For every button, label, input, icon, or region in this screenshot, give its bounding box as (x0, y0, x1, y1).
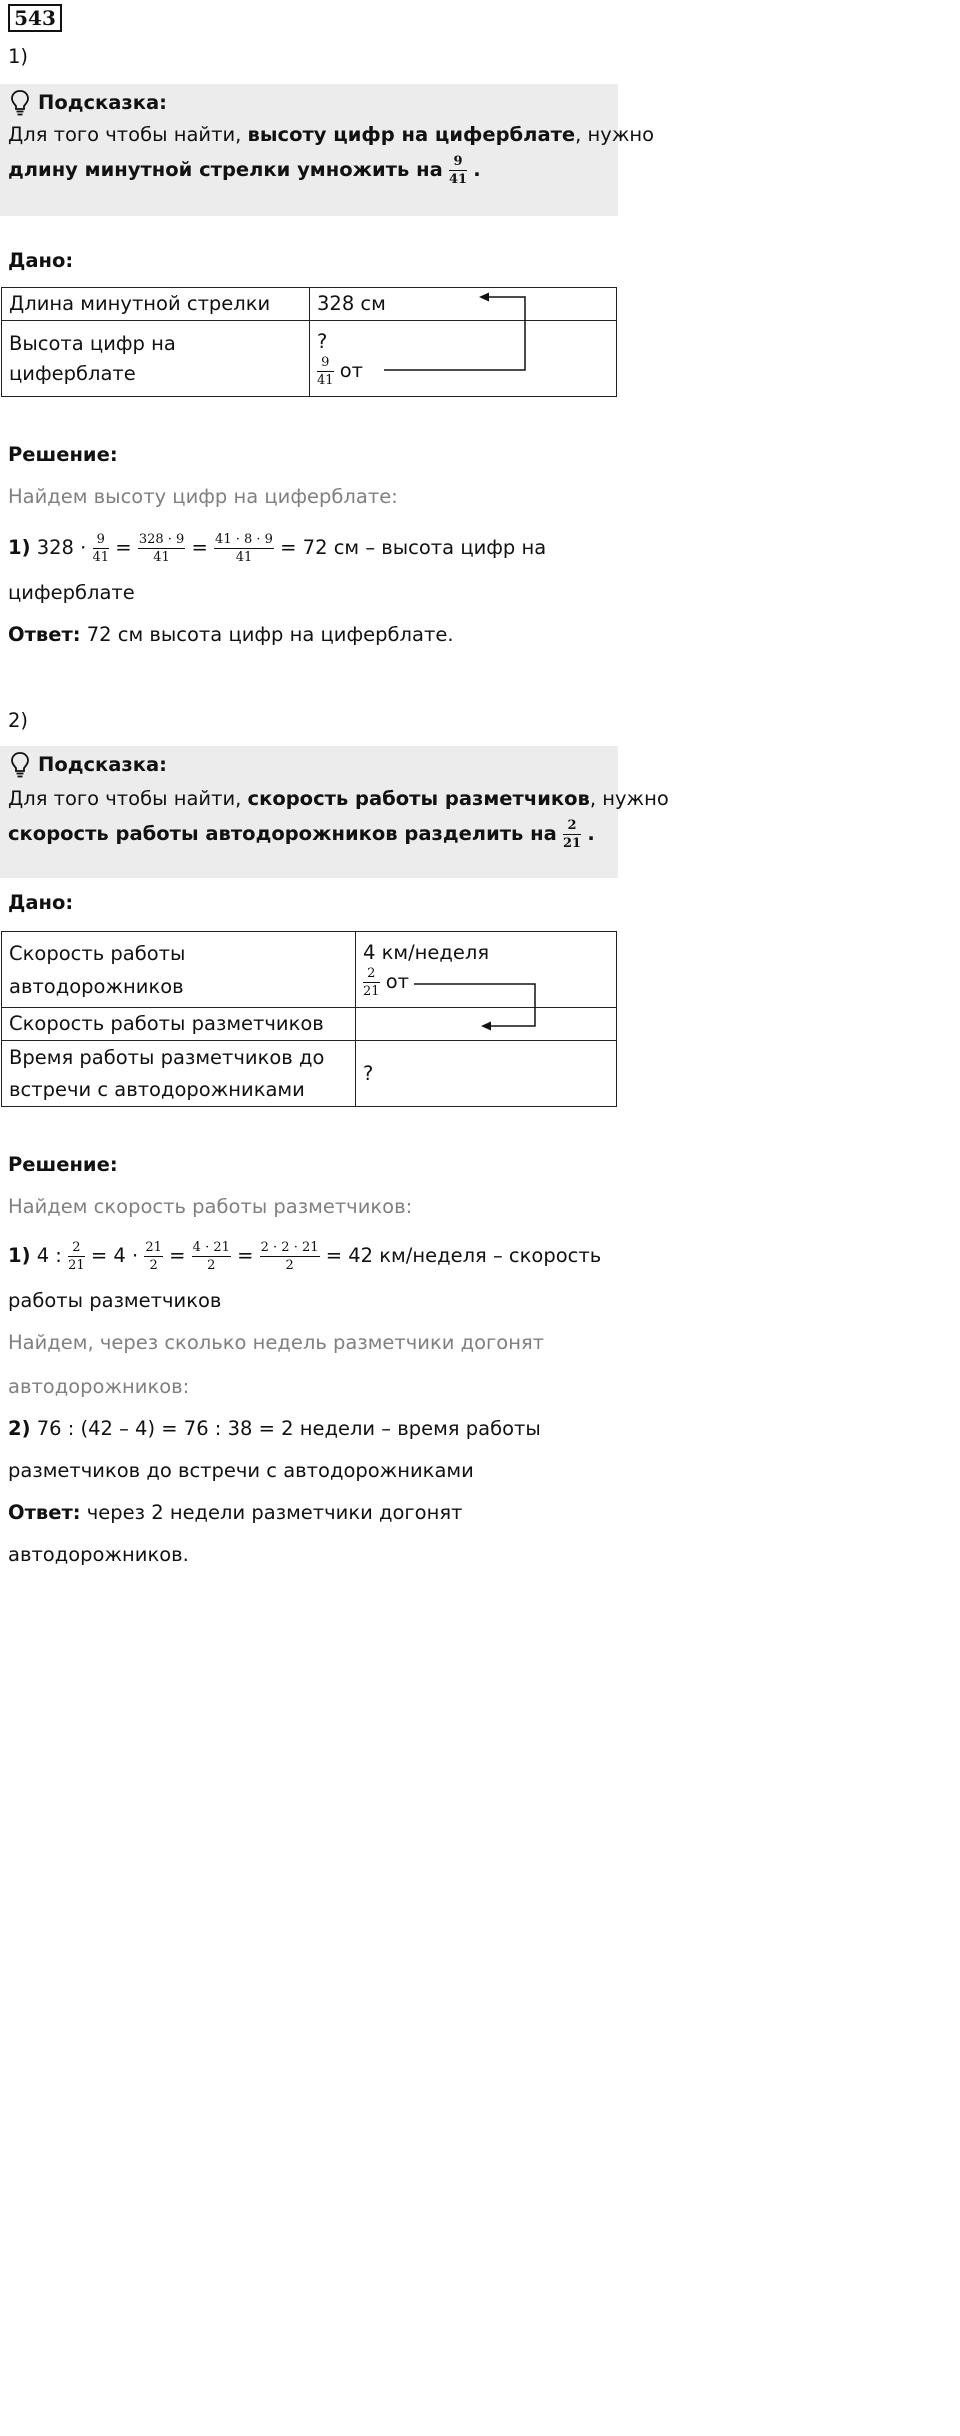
part2-step1-cont: работы разметчиков (8, 1289, 222, 1312)
part2-step2: 2) 76 : (42 – 4) = 76 : 38 = 2 недели – время работы (8, 1417, 541, 1440)
fraction: $\frac{2}{21}$ (563, 818, 582, 851)
part2-intro1: Найдем скорость работы разметчиков: (8, 1195, 413, 1218)
fraction: $\frac{9}{41}$ (92, 532, 110, 565)
part2-hint-line2: скорость работы автодорожников разделить на $\frac{2}{21}$ . (8, 818, 595, 851)
part1-row2-value: ? (317, 330, 328, 353)
part2-row1-label: Скорость работы автодорожников (2, 932, 356, 1008)
fraction: $\frac{21}{2}$ (145, 1240, 162, 1273)
part2-row3-value: ? (356, 1041, 617, 1107)
fraction: $\frac{9}{41}$ (448, 154, 468, 187)
part2-hint-title: Подсказка: (38, 753, 167, 776)
part1-label: 1) (8, 45, 29, 68)
fraction: $\frac{9}{41}$ (317, 355, 334, 388)
fraction: $\frac{328 \cdot 9}{41}$ (138, 532, 185, 565)
fraction: $\frac{2}{21}$ (363, 966, 380, 999)
part2-reference-arrow (0, 0, 620, 1100)
part1-row1-value: 328 см (310, 288, 617, 321)
part1-step1-cont: циферблате (8, 581, 135, 604)
fraction: $\frac{4 \cdot 21}{2}$ (192, 1240, 230, 1273)
part1-hint-line1: Для того чтобы найти, высоту цифр на циферблате, нужно (8, 123, 655, 146)
part1-step1: 1) 328 · $\frac{9}{41}$ = $\frac{328 \cdot 9}{41}$ = $\frac{41 \cdot 8 \cdot 9}{41}$ = 72 см – высота цифр на (8, 532, 547, 565)
part1-hint-line2: длину минутной стрелки умножить на $\frac{9}{41}$ . (8, 154, 481, 187)
part2-step2-cont: разметчиков до встречи с автодорожниками (8, 1459, 474, 1482)
part1-row2-label: Высота цифр на циферблате (2, 321, 310, 397)
fraction: $\frac{41 \cdot 8 \cdot 9}{41}$ (215, 532, 273, 565)
part1-answer: Ответ: 72 см высота цифр на циферблате. (8, 623, 454, 646)
part2-hint-line1: Для того чтобы найти, скорость работы разметчиков, нужно (8, 787, 669, 810)
part1-given-title: Дано: (8, 249, 74, 272)
part2-intro2-line1: Найдем, через сколько недель разметчики догонят (8, 1331, 545, 1354)
part2-row1-value: 4 км/неделя (363, 941, 490, 964)
part2-row3-label: Время работы разметчиков до встречи с автодорожниками (2, 1041, 356, 1107)
fraction: $\frac{2}{21}$ (68, 1240, 85, 1273)
part2-label: 2) (8, 709, 29, 732)
part2-step1: 1) 4 : $\frac{2}{21}$ = 4 · $\frac{21}{2}$ = $\frac{4 \cdot 21}{2}$ = $\frac{2 \cdot 2 \cdot 21}{2}$ = 42 км/неделя – скорость (8, 1240, 602, 1273)
part2-solution-title: Решение: (8, 1153, 118, 1176)
part2-answer-line1: Ответ: через 2 недели разметчики догонят (8, 1501, 463, 1524)
part2-row1-fraction-line: $\frac{2}{21}$ от (363, 966, 410, 999)
part2-answer-line2: автодорожников. (8, 1543, 189, 1566)
part2-given-title: Дано: (8, 891, 74, 914)
part1-solution-title: Решение: (8, 443, 118, 466)
fraction: $\frac{2 \cdot 2 \cdot 21}{2}$ (260, 1240, 319, 1273)
part2-row2-label: Скорость работы разметчиков (2, 1008, 356, 1041)
task-number-badge: 543 (8, 4, 62, 32)
part1-hint-title: Подсказка: (38, 91, 167, 114)
part1-row2-fraction-line: $\frac{9}{41}$ от (317, 355, 364, 388)
part1-solution-intro: Найдем высоту цифр на циферблате: (8, 485, 398, 508)
part2-intro2-line2: автодорожников: (8, 1375, 190, 1398)
part1-row1-label: Длина минутной стрелки (2, 288, 310, 321)
